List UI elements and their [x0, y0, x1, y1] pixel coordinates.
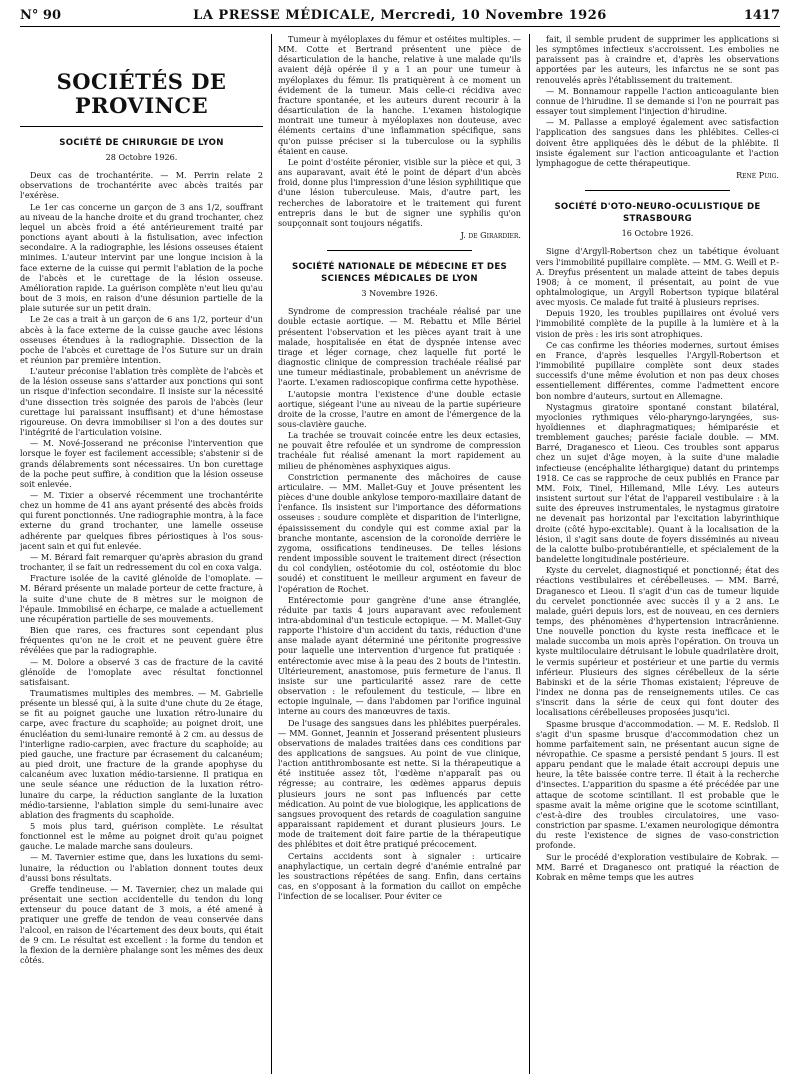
paragraph: Ce cas confirme les théories modernes, surtout émises en France, d'après lesquelles l'Argyll-Robertson et l'immobilité pupillaire complète sont deux stades successifs d'une même évolution et non pas deux choses essentiellement différentes, comme l'admettent encore bon nombre d'auteurs, surtout en Allemagne.	[536, 339, 779, 401]
paragraph: fait, il semble prudent de supprimer les applications si les symptômes infectieux s'accroissent. Les embolies ne paraissent pas à craindre et, d'après les observations apportées par les auteurs, les infarctus ne se sont pas renouvelés après l'établissement du traitement.	[536, 34, 779, 85]
paragraph: 5 mois plus tard, guérison complète. Le résultat fonctionnel est le même au poignet droit qu'au poignet gauche. Le malade marche sans douleurs.	[20, 821, 263, 852]
session-date: 3 Novembre 1926.	[361, 288, 438, 299]
article-body	[278, 306, 521, 901]
paragraph: L'auteur préconise l'ablation très complète de l'abcès et de la lésion osseuse sans s'attarder aux ponctions qui sont un risque d'infection secondaire. Il insiste sur la nécessité d'une dissection très soignée des parois de l'abcès (leur curettage lui paraissant insuffisant) et d'une hémostase rigoureuse. On devra immobiliser si l'on a des doutes sur l'intégrité de l'articulation voisine.	[20, 366, 263, 438]
paragraph: — M. Dolore a observé 3 cas de fracture de la cavité glénoïde de l'omoplate avec résultat fonctionnel satisfaisant.	[20, 656, 263, 687]
paragraph: Deux cas de trochantérite. — M. Perrin relate 2 observations de trochantérite avec abcès traités par l'exérèse.	[20, 170, 263, 201]
column-rule	[271, 34, 272, 1074]
paragraph: — M. Tavernier estime que, dans les luxations du semi-lunaire, la réduction ou l'ablation donnent toutes deux d'aussi bons résultats.	[20, 852, 263, 883]
divider	[327, 250, 473, 251]
newspaper-page	[20, 0, 780, 1082]
column-1	[20, 34, 263, 1074]
paragraph: Le 2e cas a trait à un garçon de 6 ans 1/2, porteur d'un abcès à la face externe de la cuisse gauche avec lésions osseuses étendues à la radiographie. Dissection de la poche de l'abcès et curettage de l'os Suture sur un drain et réunion par première intention.	[20, 314, 263, 365]
paragraph: Spasme brusque d'accommodation. — M. E. Redslob. Il s'agit d'un spasme brusque d'accommodation chez un homme parfaitement sain, ne présentant aucun signe de névropathie. Ce spasme a persisté pendant 5 jours. Il est apparu pendant que le malade était accroupi depuis une heure, la tête baissée contre terre. Il était à la recherche d'insectes. L'apparition du spasme a été précédée par une attaque de scotome scintillant. Il est probable que le spasme avait la même origine que le scotome scintillant, c'est-à-dire des troubles circulatoires, une vaso-constriction par spasme. L'examen neurologique démontra du reste l'existence de signes de vaso-constriction profonde.	[536, 718, 779, 851]
paragraph: Entérectomie pour gangrène d'une anse étranglée, réduite par taxis 4 jours auparavant avec refoulement intra-abdominal d'un testicule ectopique. — M. Mallet-Guy rapporte l'histoire d'un accident du taxis, réduction d'une anse malade ayant déterminé une péritonite progressive pour laquelle une intervention d'urgence fut pratiquée : entérectomie avec mise à la peau des 2 bouts de l'intestin. Ultérieurement, anastomose, puis fermeture de l'anus. Il insiste sur une particularité assez rare de cette observation : le refoulement du testicule, — libre en ectopie inguinale, — dans l'abdomen par l'orifice inguinal interne au cours des manœuvres de taxis.	[278, 594, 521, 717]
paragraph: De l'usage des sangsues dans les phlébites puerpérales. — MM. Gonnet, Jeannin et Josserand présentent plusieurs observations de malades traitées dans ces conditions par des applications de sangsues. Au point de vue clinique, l'action antithrombosante est nette. Si la thérapeutique a été instituée assez tôt, l'œdème n'apparaît pas ou régresse; au contraire, les œdèmes apparus depuis plusieurs jours ne sont pas influencés par cette médication. Au point de vue biologique, les applications de sangsues provoquent des retards de coagulation sanguine apparaissant rapidement et durant plusieurs jours. Le mode de traitement doit faire partie de la thérapeutique des phlébites et doit être pratiqué précocement.	[278, 717, 521, 850]
paragraph: L'autopsie montra l'existence d'une double ectasie aortique, siégeant l'une au niveau de la partie supérieure droite de la crosse, l'autre en amont de l'émergence de la sous-clavière gauche.	[278, 388, 521, 429]
paragraph: Constriction permanente des mâchoires de cause articulaire. — MM. Mallet-Guy et Jouve présentent les pièces d'une double ankylose temporo-maxillaire datant de l'enfance. Ils insistent sur l'importance des déformations osseuses : soudure complète et disparition de l'interligne, épaississement du condyle qui est comme axial par la branche montante, ascension de la coronoïde derrière le zygoma, ossifications tendineuses. De telles lésions rendent impossible souvent le traitement direct (résection du col condylien, ostéotomie du col, ostéotomie du bloc soudé) et constituent le meilleur argument en faveur de l'opération de Rochet.	[278, 471, 521, 594]
paragraph: Certains accidents sont à signaler : urticaire anaphylactique, un certain degré d'anémie entraîné par les soustractions répétées de sang. Enfin, dans certains cas, en s'opposant à la formation du caillot on empêche l'infection de se localiser. Pour éviter ce	[278, 850, 521, 902]
session-date: 16 Octobre 1926.	[621, 228, 694, 239]
paragraph: — M. Pallasse a employé également avec satisfaction l'application des sangsues dans les phlébites. Celles-ci doivent être appliquées dès le début de la phlébite. Il insiste également sur l'action anticoagulante et l'action lymphagogue de cette thérapeutique.	[536, 117, 779, 168]
paragraph: Depuis 1920, les troubles pupillaires ont évolué vers l'immobilité complète de la pupille à la lumière et à la vision de près : les iris sont atrophiques.	[536, 308, 779, 339]
issue-number: N° 90	[20, 8, 61, 23]
article-body	[278, 34, 521, 228]
section-title: SOCIÉTÉS DE PROVINCE	[20, 70, 263, 127]
author-signature: J. de Girardier.	[460, 229, 521, 240]
session-date: 28 Octobre 1926.	[105, 152, 178, 162]
paragraph: Le point d'ostéite péronier, visible sur la pièce et qui, 3 ans auparavant, avait été le point de départ d'un abcès froid, donne plus l'impression d'une lésion syphilitique que d'une lésion tuberculeuse. Mais, d'autre part, les recherches de laboratoire et le traitement qui furent entrepris dans le but de signer une syphilis qu'on soupçonnait sont toujours négatifs.	[278, 156, 521, 228]
article-body	[536, 34, 779, 168]
paragraph: — M. Bonnamour rappelle l'action anticoagulante bien connue de l'hirudine. Il se demande si l'on ne pourrait pas essayer tout simplement l'injection d'hirudine.	[536, 85, 779, 117]
paragraph: Nystagmus giratoire spontané constant bilatéral, myoclonies rythmiques vélo-pharyngo-laryngées, sus-hyoïdiennes et diaphragmatiques; hémiparésie et tremblement gauches; parésie faciale double. — MM. Barré, Draganesco et Lieou. Ces troubles sont apparus chez un sujet d'âge moyen, à la suite d'une maladie infectieuse (encéphalite léthargique) datant du printemps 1918. Ce cas se rapproche de ceux publiés en France par MM. Foix, Tinel, Hillemand, Mlle Lévy. Les auteurs insistent surtout sur l'état de l'appareil vestibulaire : à la suite des épreuves instrumentales, le nystagmus giratoire ne devenait pas horizontal par l'excitation labyrinthique droite (côté hypo-excitable). Quant à la localisation de la lésion, il s'agit sans doute de foyers disséminés au niveau de la calotte bulbo-protubérantielle, et spécialement de la bandelette longitudinale postérieure.	[536, 401, 779, 565]
running-header	[20, 6, 780, 27]
paragraph: Le 1er cas concerne un garçon de 3 ans 1/2, souffrant au niveau de la hanche droite et du grand trochanter, chez lequel un abcès froid a été antérieurement traité par ponctions ayant abouti à la fistulisation, avec infection secondaire. A la radiographie, les lésions osseuses étaient minimes. L'auteur intervint par une longue incision à la face externe de la cuisse qui permit l'ablation de la poche de l'abcès et le curettage de la lésion osseuse. Amélioration rapide. La guérison complète n'eut lieu qu'au bout de 3 mois, en raison d'une désunion partielle de la plaie suturée sur un petit drain.	[20, 201, 263, 314]
article-body	[536, 246, 779, 882]
paragraph: Traumatismes multiples des membres. — M. Gabrielle présente un blessé qui, à la suite d'une chute du 2e étage, se fit au poignet gauche une luxation rétro-lunaire du carpe, avec fracture du scaphoïde; au poignet droit, une énucléation du semi-lunaire remonté à 2 cm. au dessus de l'interligne radio-carpien, avec fracture du scaphoïde; au pied gauche, une fracture par écrasement du calcanéum; au pied droit, une fracture de la grande apophyse du calcanéum avec luxation médio-tarsienne. Il pratiqua en une seule séance une réduction de la luxation rétro-lunaire du carpe, la réduction sanglante de la luxation médio-tarsienne, l'ablation simple du semi-lunaire avec ablation des fragments du scaphoïde.	[20, 687, 263, 820]
article-body	[20, 170, 263, 965]
page-number: 1417	[743, 8, 780, 23]
column-2	[278, 34, 521, 1074]
column-rule	[529, 34, 530, 1074]
society-heading: SOCIÉTÉ DE CHIRURGIE DE LYON	[59, 138, 224, 148]
paragraph: Fracture isolée de la cavité glénoïde de l'omoplate. — M. Bérard présente un malade porteur de cette fracture, à la suite d'une chute de 8 mètres sur le moignon de l'épaule. Immobilisé en écharpe, ce malade a actuellement une récupération partielle de ses mouvements.	[20, 573, 263, 624]
author-signature: René Puig.	[736, 170, 779, 181]
paragraph: Greffe tendineuse. — M. Tavernier, chez un malade qui présentait une section accidentelle du tendon du long extenseur du pouce datant de 3 mois, a été amené à pratiquer une greffe de tendon de veau conservée dans l'alcool, en raison de l'écartement des deux bouts, qui était de 9 cm. Le résultat est excellent : la forme du tendon et la flexion de la dernière phalange sont les mêmes des deux côtés.	[20, 883, 263, 966]
paragraph: Sur le procédé d'exploration vestibulaire de Kobrak. — MM. Barré et Draganesco ont pratiqué la réaction de Kobrak en même temps que les autres	[536, 851, 779, 882]
divider	[585, 190, 731, 191]
paragraph: — M. Tixier a observé récemment une trochantérite chez un homme de 41 ans ayant présenté des abcès froids qui furent ponctionnés. Une radiographie montra, à la face externe du grand trochanter, une lamelle osseuse adhérente par quelques fibres périostiques à l'os sous-jacent sain et qui fut enlevée.	[20, 490, 263, 551]
paragraph: Tumeur à myéloplaxes du fémur et ostéites multiples. — MM. Cotte et Bertrand présentent une pièce de désarticulation de la hanche, relative à une malade qu'ils avaient déjà opérée il y a 1 an pour une tumeur à myéloplaxes du fémur. Ils pratiquèrent à ce moment un évidement de la tumeur. Mais celle-ci récidiva avec fracture spontanée, et les auteurs durent recourir à la désarticulation de la hanche. L'examen histologique montrait une tumeur à myéloplaxes non douteuse, avec éléments certains d'une inflammation spécifique, sans qu'on puisse préciser si la tuberculose ou la syphilis étaient en cause.	[278, 34, 521, 156]
paragraph: — M. Bérard fait remarquer qu'après abrasion du grand trochanter, il se fait un redressement du col en coxa valga.	[20, 551, 263, 573]
society-heading: SOCIÉTÉ NATIONALE DE MÉDECINE ET DES SCIENCES MÉDICALES DE LYON	[291, 262, 507, 285]
society-heading: SOCIÉTÉ D'OTO-NEURO-OCULISTIQUE DE STRASBOURG	[554, 202, 761, 225]
paragraph: Bien que rares, ces fractures sont cependant plus fréquentes qu'on ne le croit et ne peuvent guère être révélées que par la radiographie.	[20, 625, 263, 656]
column-3	[536, 34, 779, 1074]
paragraph: Syndrome de compression trachéale réalisé par une double ectasie aortique. — M. Rebattu et Mlle Bériel présentent l'observation et les pièces ayant trait à une malade, hospitalisée en état de dyspnée intense avec tirage et léger cornage, chez laquelle fut porté le diagnostic clinique de compression trachéale réalisé par une tumeur médiastinale, probablement un anévrisme de l'aorte. L'examen radioscopique confirma cette hypothèse.	[278, 306, 521, 388]
paragraph: La trachée se trouvait coincée entre les deux ectasies, ne pouvait être refoulée et un syndrome de compression trachéale fut réalisé amenant la mort rapidement au milieu de phénomènes asphyxiques aigus.	[278, 430, 521, 471]
paragraph: Signe d'Argyll-Robertson chez un tabétique évoluant vers l'immobilité pupillaire complète. — MM. G. Weill et P.-A. Dreyfus présentent un malade atteint de tabes depuis 1908; à ce moment, il présentait, au point de vue ophtalmologique, un Argyll Robertson typique bilatéral avec myosis. Ce malade fut traité à plusieurs reprises.	[536, 246, 779, 308]
journal-title: LA PRESSE MÉDICALE, Mercredi, 10 Novembre 1926	[193, 8, 607, 23]
paragraph: — M. Nové-Josserand ne préconise l'intervention que lorsque le foyer est facilement accessible; s'abstenir si de grands délabrements sont nécessaires. Un bon curettage de la poche peut suffire, à condition que la lésion osseuse soit enlevée.	[20, 438, 263, 489]
paragraph: Kyste du cervelet, diagnostiqué et ponctionné; état des réactions vestibulaires et cérébelleuses. — MM. Barré, Draganesco et Lieou. Il s'agit d'un cas de tumeur liquide du cervelet ponctionnée avec succès il y a 2 ans. Le malade, guéri depuis lors, est de nouveau, en ces derniers temps, des phénomènes d'hypertension intracrânienne. Une nouvelle ponction du kyste resta inefficace et le malade succomba un mois après l'opération. On trouva un kyste multiloculaire détruisant le lobule quadrilatère droit, le vermis supérieur et postérieur et une partie du vermis inférieur. Plusieurs des signes cérébelleux de la série Babinski et de la série Thomas existaient; l'épreuve de l'index ne donna pas de renseignements utiles. Ce cas s'inscrit dans la série de ceux qui font douter des localisations cérébelleuses proposées jusqu'ici.	[536, 565, 779, 718]
